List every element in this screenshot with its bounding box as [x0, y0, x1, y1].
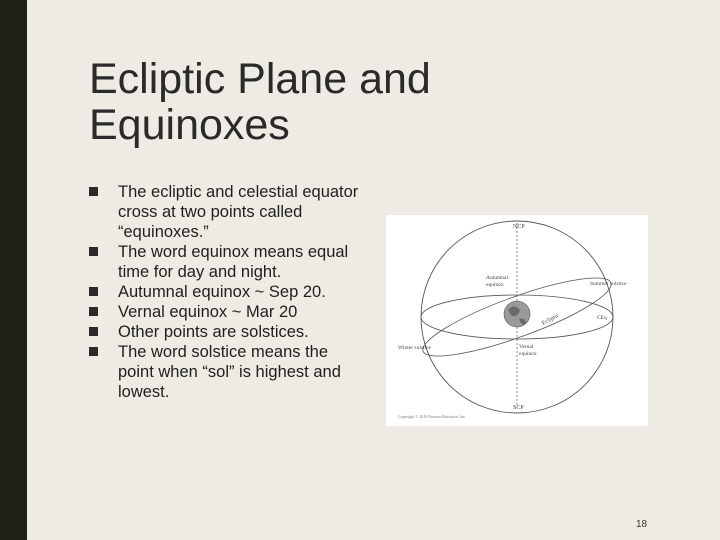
bullet-item [89, 182, 359, 242]
bullet-list [89, 182, 359, 402]
left-accent-bar [0, 0, 27, 540]
vernal-equinox-label-line1: Vernal [519, 344, 534, 350]
slide-title: Ecliptic Plane and Equinoxes [89, 55, 431, 149]
bullet-text: Autumnal equinox ~ Sep 20. [118, 283, 326, 301]
earth-globe [504, 301, 530, 327]
bullet-text: The word solstice means the point when “sol” is highest and lowest. [118, 343, 341, 401]
square-bullet-icon [89, 247, 98, 256]
scp-label: SCP [513, 405, 524, 411]
bullet-item [89, 322, 359, 342]
bullet-text: Other points are solstices. [118, 323, 309, 341]
bullet-item [89, 342, 359, 402]
square-bullet-icon [89, 187, 98, 196]
autumnal-equinox-label-line2: equinox [486, 282, 504, 288]
summer-solstice-label: Summer solstice [590, 281, 627, 287]
bullet-item [89, 302, 359, 322]
autumnal-equinox-label-line1: Autumnal [486, 275, 508, 281]
square-bullet-icon [89, 347, 98, 356]
bullet-text: The ecliptic and celestial equator cross at two points called “equinoxes.” [118, 183, 359, 241]
square-bullet-icon [89, 287, 98, 296]
square-bullet-icon [89, 307, 98, 316]
ceq-label: CEq [597, 315, 607, 321]
celestial-sphere-diagram [386, 215, 648, 426]
page-number: 18 [636, 519, 648, 530]
ecliptic-label: Ecliptic [541, 312, 561, 327]
bullet-item [89, 242, 359, 282]
bullet-text: Vernal equinox ~ Mar 20 [118, 303, 298, 321]
ncp-label: NCP [513, 224, 525, 230]
square-bullet-icon [89, 327, 98, 336]
bullet-item [89, 282, 359, 302]
winter-solstice-label: Winter solstice [398, 345, 431, 351]
bullet-text: The word equinox means equal time for day and night. [118, 243, 349, 281]
copyright-text: Copyright © 2010 Pearson Education, Inc. [398, 414, 467, 419]
vernal-equinox-label-line2: equinox [519, 351, 537, 357]
